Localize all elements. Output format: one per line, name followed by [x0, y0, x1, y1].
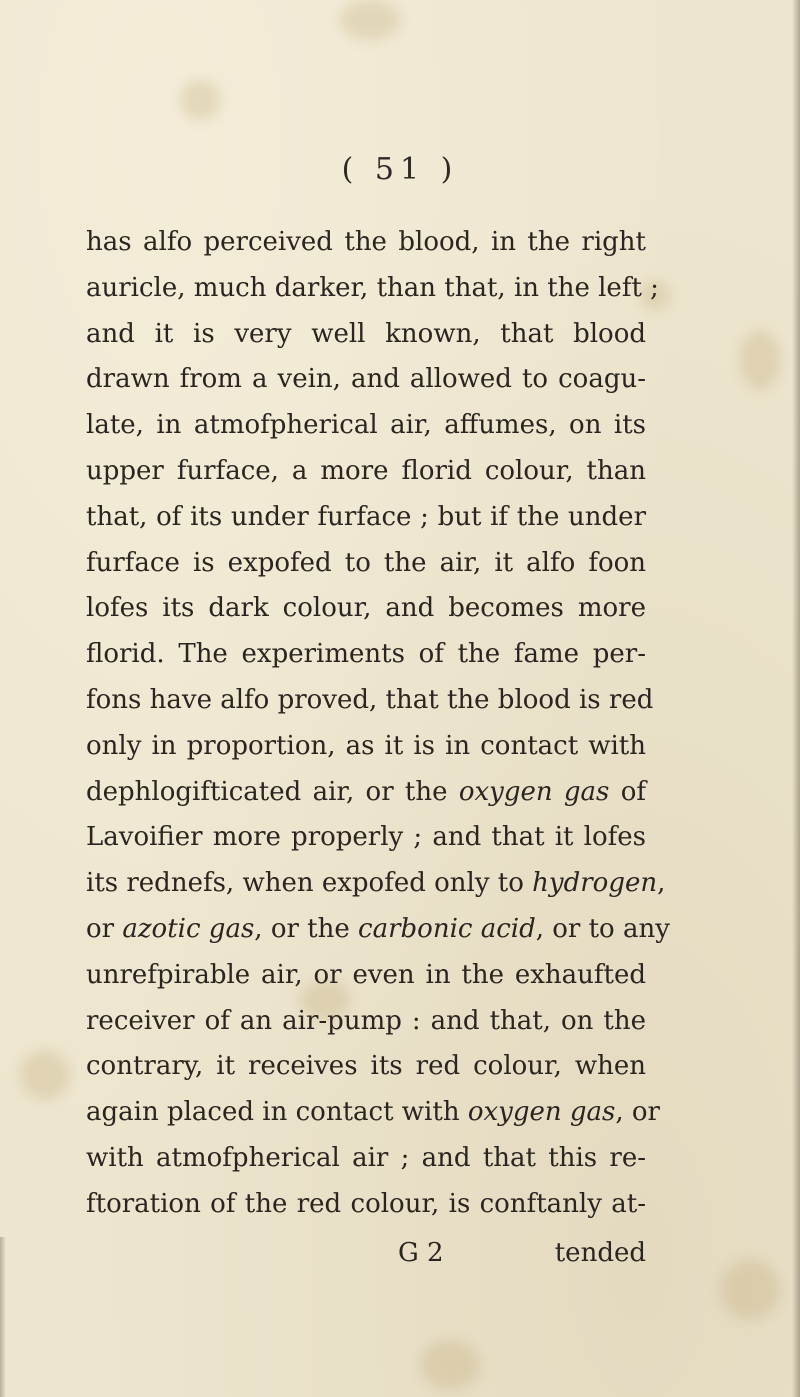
- italic-term: carbonic acid: [358, 913, 536, 944]
- text-line: unrefpirable air, or even in the exhaufted: [86, 959, 646, 990]
- text-line: its rednefs, when expofed only to hydrogen,: [86, 868, 666, 899]
- text-line: late, in atmofpherical air, affumes, on its: [86, 410, 646, 441]
- signature-mark: G 2: [398, 1238, 444, 1268]
- page-number: ( 51 ): [341, 152, 459, 187]
- footer-line: [86, 1230, 646, 1276]
- text-line: or azotic gas, or the carbonic acid, or to any: [86, 913, 670, 944]
- text-line: auricle, much darker, than that, in the left ;: [86, 272, 659, 303]
- foxing-stain: [740, 330, 780, 390]
- text-line: that, of its under furface ; but if the under: [86, 501, 646, 532]
- foxing-stain: [180, 80, 220, 120]
- text-line: upper furface, a more florid colour, than: [86, 455, 646, 486]
- italic-term: hydrogen: [532, 868, 658, 899]
- catchword: tended: [554, 1238, 646, 1268]
- foxing-stain: [720, 1260, 780, 1320]
- text-line: with atmofpherical air ; and that this re-: [86, 1142, 646, 1173]
- foxing-stain: [420, 1340, 480, 1390]
- italic-term: oxygen gas: [458, 776, 610, 807]
- text-line: florid. The experiments of the fame per-: [86, 639, 646, 670]
- text-line: only in proportion, as it is in contact with: [86, 730, 646, 761]
- text-line: receiver of an air-pump : and that, on the: [86, 1005, 646, 1036]
- text-line: furface is expofed to the air, it alfo foon: [86, 547, 646, 578]
- text-line: fons have alfo proved, that the blood is red: [86, 684, 654, 715]
- text-line: contrary, it receives its red colour, when: [86, 1051, 646, 1082]
- foxing-stain: [340, 0, 400, 40]
- text-line: and it is very well known, that blood: [86, 318, 646, 349]
- text-line: has alfo perceived the blood, in the right: [86, 227, 646, 257]
- body-text: [86, 220, 670, 1228]
- text-line: lofes its dark colour, and becomes more: [86, 593, 646, 624]
- text-line: drawn from a vein, and allowed to coagu-: [86, 364, 646, 395]
- text-line: again placed in contact with oxygen gas, or: [86, 1097, 660, 1128]
- page-edge-shadow: [792, 0, 800, 1397]
- text-line: ftoration of the red colour, is conftanly at-: [86, 1188, 646, 1219]
- italic-term: oxygen gas: [467, 1097, 616, 1128]
- text-line: dephlogifticated air, or the oxygen gas of: [86, 776, 646, 807]
- foxing-stain: [20, 1050, 70, 1100]
- italic-term: azotic gas: [122, 913, 255, 944]
- page-edge-shadow-left: [0, 1237, 6, 1397]
- text-line: Lavoifier more properly ; and that it lofes: [86, 822, 646, 853]
